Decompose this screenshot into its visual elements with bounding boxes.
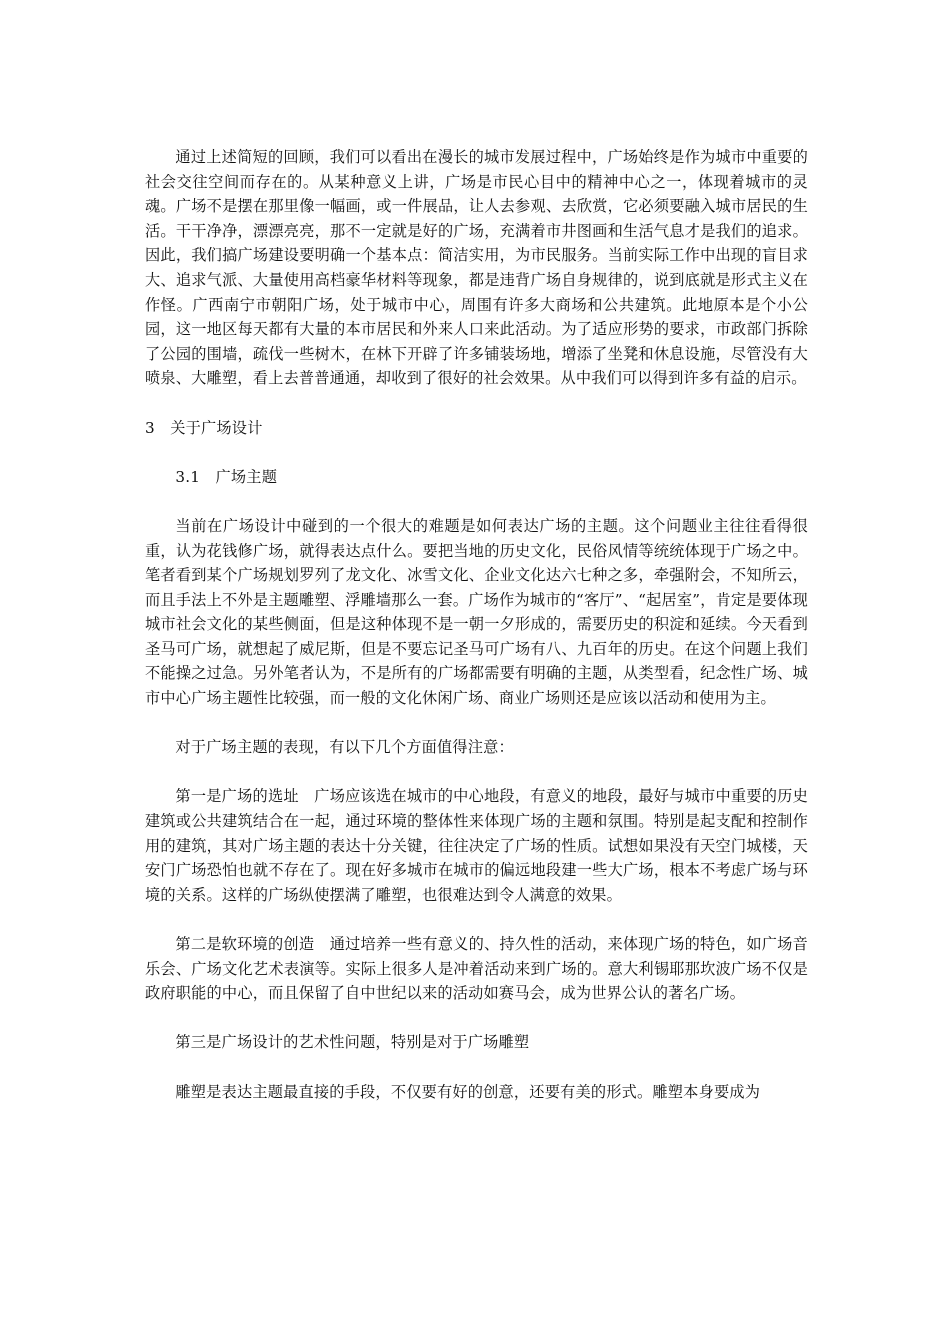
paragraph-spacer	[145, 711, 808, 736]
body-paragraph: 对于广场主题的表现，有以下几个方面值得注意：	[175, 738, 514, 757]
body-paragraph: 第二是软环境的创造 通过培养一些有意义的、持久性的活动，来体现广场的特色，如广场音乐会、广场文化艺术表演等。实际上很多人是冲着活动来到广场的。意大利锡耶那坎波广场不仅是政府职能的中心，而且保留了自中世纪以来的活动如赛马会，成为世界公认的著名广场。	[145, 935, 808, 1003]
subsection-heading: 3.1 广场主题	[175, 467, 278, 486]
body-paragraph: 通过上述简短的回顾，我们可以看出在漫长的城市发展过程中，广场始终是作为城市中重要的社会交往空间而存在的。从某种意义上讲，广场是市民心目中的精神中心之一，体现着城市的灵魂。广场不是摆在那里像一幅画，或一件展品，让人去参观、去欣赏，它必须要融入城市居民的生活。干干净净，漂漂亮亮，那不一定就是好的广场，充满着市井图画和生活气息才是我们的追求。因此，我们搞广场建设要明确一个基本点：简洁实用，为市民服务。当前实际工作中出现的盲目求大、追求气派、大量使用高档豪华材料等现象，都是违背广场自身规律的，说到底就是形式主义在作怪。广西南宁市朝阳广场，处于城市中心，周围有许多大商场和公共建筑。此地原本是个小公园，这一地区每天都有大量的本市居民和外来人口来此活动。为了适应形势的要求，市政部门拆除了公园的围墙，疏伐一些树木，在林下开辟了许多铺装场地，增添了坐凳和休息设施，尽管没有大喷泉、大雕塑，看上去普普通通，却收到了很好的社会效果。从中我们可以得到许多有益的启示。	[145, 148, 808, 388]
body-paragraph: 雕塑是表达主题最直接的手段，不仅要有好的创意，还要有美的形式。雕塑本身要成为	[175, 1082, 761, 1101]
section-heading: 3 关于广场设计	[145, 418, 263, 437]
paragraph-spacer	[145, 391, 808, 416]
paragraph-spacer	[145, 760, 808, 785]
paragraph-spacer	[145, 1006, 808, 1031]
paragraph-spacer	[145, 440, 808, 465]
paragraph-spacer	[145, 1055, 808, 1080]
body-paragraph: 当前在广场设计中碰到的一个很大的难题是如何表达广场的主题。这个问题业主往往看得很重，认为花钱修广场，就得表达点什么。要把当地的历史文化，民俗风情等统统体现于广场之中。笔者看到某个广场规划罗列了龙文化、冰雪文化、企业文化达六七种之多，牵强附会，不知所云，而且手法上不外是主题雕塑、浮雕墙那么一套。广场作为城市的“客厅”、“起居室”，肯定是要体现城市社会文化的某些侧面，但是这种体现不是一朝一夕形成的，需要历史的积淀和延续。今天看到圣马可广场，就想起了威尼斯，但是不要忘记圣马可广场有八、九百年的历史。在这个问题上我们不能操之过急。另外笔者认为，不是所有的广场都需要有明确的主题，从类型看，纪念性广场、城市中心广场主题性比较强，而一般的文化休闲广场、商业广场则还是应该以活动和使用为主。	[145, 516, 808, 708]
document-body	[145, 145, 808, 1104]
paragraph-spacer	[145, 907, 808, 932]
body-paragraph: 第一是广场的选址 广场应该选在城市的中心地段，有意义的地段，最好与城市中重要的历史建筑或公共建筑结合在一起，通过环境的整体性来体现广场的主题和氛围。特别是起支配和控制作用的建筑，其对广场主题的表达十分关键，往往决定了广场的性质。试想如果没有天空门城楼，天安门广场恐怕也就不存在了。现在好多城市在城市的偏远地段建一些大广场，根本不考虑广场与环境的关系。这样的广场纵使摆满了雕塑，也很难达到令人满意的效果。	[145, 787, 808, 904]
body-paragraph: 第三是广场设计的艺术性问题，特别是对于广场雕塑	[175, 1033, 530, 1052]
paragraph-spacer	[145, 489, 808, 514]
